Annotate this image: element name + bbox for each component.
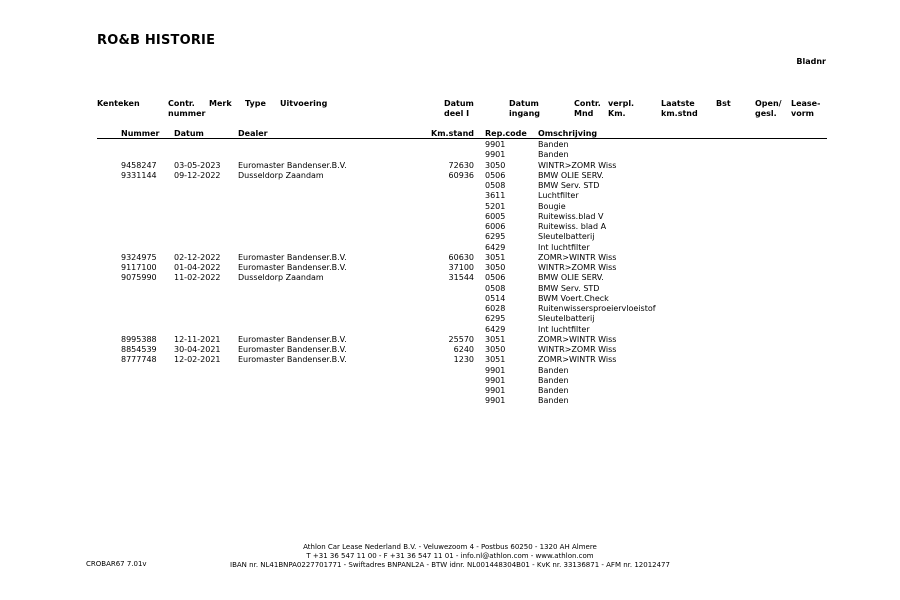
header-contr-mnd: Contr. Mnd bbox=[574, 99, 601, 118]
header-nummer: Nummer bbox=[121, 129, 160, 138]
cell-rep-code: 3611 bbox=[485, 191, 506, 201]
cell-omschrijving: Bougie bbox=[538, 201, 566, 211]
cell-datum: 09-12-2022 bbox=[174, 170, 221, 180]
cell-km-stand: 1230 bbox=[453, 355, 474, 365]
header-bst: Bst bbox=[716, 99, 731, 108]
cell-omschrijving: Banden bbox=[538, 396, 569, 406]
cell-km-stand: 60630 bbox=[448, 252, 474, 262]
header-km-stand: Km.stand bbox=[431, 129, 474, 138]
cell-omschrijving: BMW OLIE SERV. bbox=[538, 170, 604, 180]
cell-omschrijving: Ruitewiss. blad A bbox=[538, 222, 607, 231]
footer-address: Athlon Car Lease Nederland B.V. - Veluwezoom 4 - Postbus 60250 - 1320 AH Almere bbox=[303, 543, 597, 551]
cell-km-stand: 31544 bbox=[448, 273, 474, 283]
cell-rep-code: 9901 bbox=[485, 375, 506, 385]
footer-registration: IBAN nr. NL41BNPA0227701771 - Swiftadres BNPANL2A - BTW idnr. NL001448304B01 - KvK nr. 33136871 - AFM nr. 12012477 bbox=[230, 561, 670, 569]
cell-rep-code: 9901 bbox=[485, 365, 506, 375]
cell-rep-code: 6005 bbox=[485, 211, 506, 221]
cell-nummer: 8995388 bbox=[121, 334, 157, 344]
cell-datum: 11-02-2022 bbox=[174, 273, 221, 283]
document-title: RO&B HISTORIE bbox=[97, 33, 216, 48]
cell-dealer: Dusseldorp Zaandam bbox=[238, 170, 324, 180]
cell-nummer: 9324975 bbox=[121, 252, 157, 262]
cell-omschrijving: BMW OLIE SERV. bbox=[538, 273, 604, 283]
cell-rep-code: 9901 bbox=[485, 140, 506, 149]
cell-rep-code: 9901 bbox=[485, 386, 506, 395]
cell-rep-code: 0514 bbox=[485, 293, 506, 303]
cell-omschrijving: Luchtfilter bbox=[538, 191, 579, 201]
footer-contact: T +31 36 547 11 00 - F +31 36 547 11 01 - info.nl@athlon.com - www.athlon.com bbox=[306, 552, 594, 560]
cell-datum: 03-05-2023 bbox=[174, 160, 221, 170]
cell-km-stand: 72630 bbox=[448, 160, 474, 170]
cell-rep-code: 6429 bbox=[485, 242, 506, 252]
cell-rep-code: 6028 bbox=[485, 304, 506, 313]
cell-rep-code: 6295 bbox=[485, 314, 506, 324]
header-rule bbox=[97, 138, 827, 139]
cell-rep-code: 0506 bbox=[485, 273, 506, 283]
cell-omschrijving: Banden bbox=[538, 140, 569, 149]
cell-rep-code: 5201 bbox=[485, 201, 506, 211]
cell-datum: 12-02-2021 bbox=[174, 355, 221, 365]
header-laatste-km: Laatste km.stnd bbox=[661, 99, 698, 118]
cell-omschrijving: WINTR>ZOMR Wiss bbox=[538, 345, 617, 354]
cell-km-stand: 60936 bbox=[448, 170, 474, 180]
cell-rep-code: 0508 bbox=[485, 283, 506, 293]
cell-nummer: 9117100 bbox=[121, 263, 157, 272]
cell-rep-code: 9901 bbox=[485, 396, 506, 406]
cell-rep-code: 0506 bbox=[485, 170, 506, 180]
cell-dealer: Euromaster Bandenser.B.V. bbox=[238, 355, 347, 365]
cell-km-stand: 6240 bbox=[453, 345, 474, 354]
page-number-label: Bladnr bbox=[796, 57, 826, 66]
cell-dealer: Euromaster Bandenser.B.V. bbox=[238, 345, 347, 354]
cell-datum: 30-04-2021 bbox=[174, 345, 221, 354]
cell-datum: 12-11-2021 bbox=[174, 334, 221, 344]
header-rep-code: Rep.code bbox=[485, 129, 527, 138]
cell-omschrijving: Ruitenwissersproeiervloeistof bbox=[538, 304, 656, 313]
cell-rep-code: 6295 bbox=[485, 232, 506, 242]
cell-nummer: 9075990 bbox=[121, 273, 157, 283]
cell-datum: 01-04-2022 bbox=[174, 263, 221, 272]
cell-rep-code: 3050 bbox=[485, 160, 506, 170]
cell-omschrijving: Int luchtfilter bbox=[538, 324, 590, 334]
header-uitvoering: Uitvoering bbox=[280, 99, 328, 108]
cell-dealer: Euromaster Bandenser.B.V. bbox=[238, 252, 347, 262]
cell-nummer: 9331144 bbox=[121, 170, 157, 180]
cell-rep-code: 0508 bbox=[485, 181, 506, 190]
cell-nummer: 8854539 bbox=[121, 345, 157, 354]
header-datum-ingang: Datum ingang bbox=[509, 99, 540, 118]
cell-rep-code: 6006 bbox=[485, 222, 506, 231]
cell-omschrijving: BMW Serv. STD bbox=[538, 181, 600, 190]
cell-omschrijving: ZOMR>WINTR Wiss bbox=[538, 334, 617, 344]
version-code: CROBAR67 7.01v bbox=[86, 560, 147, 568]
cell-omschrijving: WINTR>ZOMR Wiss bbox=[538, 160, 617, 170]
cell-rep-code: 3051 bbox=[485, 355, 506, 365]
cell-nummer: 8777748 bbox=[121, 355, 157, 365]
cell-dealer: Euromaster Bandenser.B.V. bbox=[238, 263, 347, 272]
cell-omschrijving: Ruitewiss.blad V bbox=[538, 211, 604, 221]
cell-rep-code: 3051 bbox=[485, 334, 506, 344]
cell-dealer: Dusseldorp Zaandam bbox=[238, 273, 324, 283]
cell-omschrijving: Sleutelbatterij bbox=[538, 232, 595, 242]
header-open-gesl: Open/ gesl. bbox=[755, 99, 782, 118]
cell-omschrijving: BWM Voert.Check bbox=[538, 293, 609, 303]
header-type: Type bbox=[245, 99, 266, 108]
cell-dealer: Euromaster Bandenser.B.V. bbox=[238, 160, 347, 170]
cell-omschrijving: ZOMR>WINTR Wiss bbox=[538, 355, 617, 365]
header-dealer: Dealer bbox=[238, 129, 268, 138]
header-datum: Datum bbox=[174, 129, 204, 138]
header-lease-vorm: Lease- vorm bbox=[791, 99, 821, 118]
cell-omschrijving: WINTR>ZOMR Wiss bbox=[538, 263, 617, 272]
cell-rep-code: 3051 bbox=[485, 252, 506, 262]
cell-rep-code: 3050 bbox=[485, 263, 506, 272]
cell-km-stand: 25570 bbox=[448, 334, 474, 344]
cell-omschrijving: BMW Serv. STD bbox=[538, 283, 600, 293]
cell-datum: 02-12-2022 bbox=[174, 252, 221, 262]
header-contr-nummer: Contr. nummer bbox=[168, 99, 206, 118]
cell-omschrijving: Banden bbox=[538, 365, 569, 375]
cell-omschrijving: Banden bbox=[538, 386, 569, 395]
header-datum-deel: Datum deel I bbox=[444, 99, 474, 118]
cell-omschrijving: Int luchtfilter bbox=[538, 242, 590, 252]
cell-rep-code: 9901 bbox=[485, 150, 506, 160]
cell-omschrijving: Banden bbox=[538, 375, 569, 385]
cell-rep-code: 3050 bbox=[485, 345, 506, 354]
cell-rep-code: 6429 bbox=[485, 324, 506, 334]
header-merk: Merk bbox=[209, 99, 232, 108]
cell-omschrijving: Banden bbox=[538, 150, 569, 160]
cell-nummer: 9458247 bbox=[121, 160, 157, 170]
cell-omschrijving: Sleutelbatterij bbox=[538, 314, 595, 324]
header-verpl-km: verpl. Km. bbox=[608, 99, 635, 118]
header-kenteken: Kenteken bbox=[97, 99, 140, 108]
cell-km-stand: 37100 bbox=[448, 263, 474, 272]
cell-dealer: Euromaster Bandenser.B.V. bbox=[238, 334, 347, 344]
header-omschrijving: Omschrijving bbox=[538, 129, 598, 138]
cell-omschrijving: ZOMR>WINTR Wiss bbox=[538, 252, 617, 262]
